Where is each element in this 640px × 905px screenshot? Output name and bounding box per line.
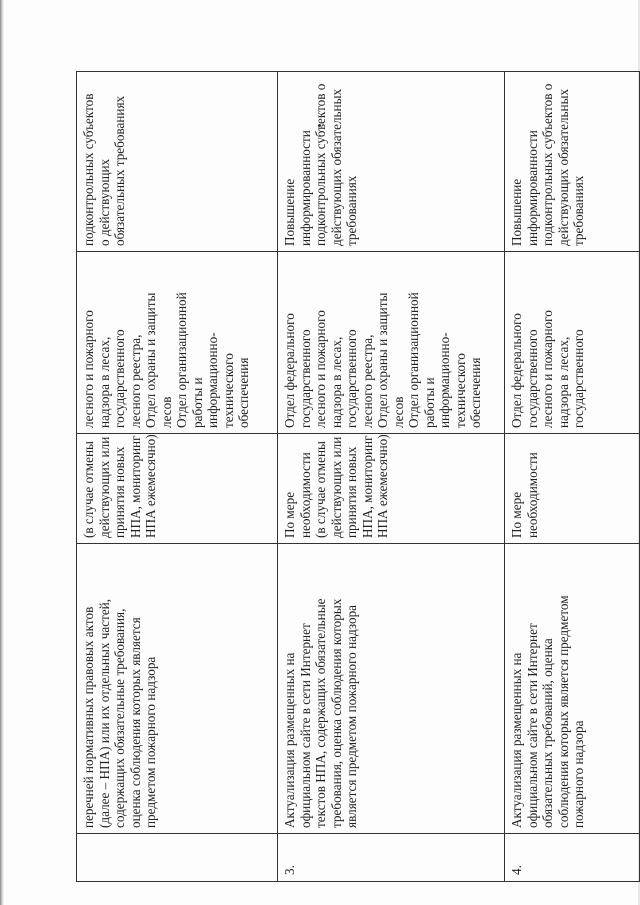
term-text-line: принятия новых — [344, 446, 359, 538]
result-text-line: о действующих — [96, 158, 112, 246]
term-text-line: (в случае отмены — [81, 441, 96, 538]
result-text-line: подконтрольных субъектов о — [540, 83, 555, 246]
responsible-text-line: лесного реестра, — [127, 334, 143, 428]
result-text-line: обязательных требованиях — [112, 95, 127, 246]
responsible-cell — [278, 252, 505, 434]
responsible-text-line: надзора в лесах, — [328, 336, 344, 428]
result-text-line: действующих обязательных — [328, 88, 344, 246]
activity-text-line: (далее – НПА) или их отдельных частей, — [96, 598, 112, 828]
row-number-cell: 4. — [505, 834, 640, 882]
activity-text-line: текстов НПА, содержащих обязательные — [313, 598, 328, 828]
responsible-text-line: обеспечения — [468, 357, 483, 428]
table-row — [505, 72, 640, 882]
term-text-line: НПА, мониторинг — [359, 435, 375, 538]
rotated-table-container — [76, 72, 618, 882]
result-text-line: подконтрольных субъектов о — [313, 83, 328, 246]
result-text-line: подконтрольных субъектов — [81, 93, 96, 246]
activity-text-line: является предметом пожарного надзора — [344, 604, 359, 828]
term-cell — [77, 434, 278, 544]
result-text-line: действующих обязательных — [555, 88, 571, 246]
activity-text-line: оценка соблюдения которых является — [127, 617, 143, 828]
responsible-text-line: Отдел федерального — [509, 313, 524, 428]
activity-text-line: Актуализация размещенных на — [282, 652, 297, 828]
responsible-text-line: технического — [220, 353, 236, 428]
measures-table — [76, 71, 640, 882]
responsible-text-line: лесного и пожарного — [81, 310, 96, 428]
activity-cell — [77, 544, 278, 834]
term-text-line: По мере — [282, 491, 297, 538]
scan-left-edge — [0, 0, 4, 905]
result-text-line: информированности — [297, 130, 313, 246]
activity-text-line: обязательных требований, оценка — [540, 638, 555, 828]
activity-cell — [505, 544, 640, 834]
responsible-text-line: надзора в лесах, — [555, 336, 571, 428]
activity-cell — [278, 544, 505, 834]
result-text-line: Повышение — [282, 178, 297, 246]
responsible-text-line: государственного — [112, 329, 127, 428]
responsible-text-line: государственного — [571, 329, 586, 428]
activity-text-line: предметом пожарного надзора — [143, 656, 158, 828]
responsible-cell — [505, 252, 640, 434]
activity-text-line: Актуализация размещенных на — [509, 652, 524, 828]
result-cell — [77, 72, 278, 252]
result-text-line: требованиях — [344, 175, 359, 246]
responsible-text-line: Отдел охраны и защиты — [375, 292, 390, 428]
term-text-line: НПА ежемесячно) — [143, 434, 158, 538]
result-cell — [505, 72, 640, 252]
table-row — [77, 72, 278, 882]
responsible-text-line: государственного — [524, 329, 540, 428]
result-text-line: требованиях — [571, 175, 586, 246]
measures-table-body — [77, 72, 640, 882]
row-number-cell — [77, 834, 278, 882]
term-text-line: действующих или — [96, 436, 112, 538]
responsible-cell — [77, 252, 278, 434]
activity-text-line: перечней нормативных правовых актов — [81, 606, 96, 828]
result-cell — [278, 72, 505, 252]
responsible-text-line: лесного реестра, — [359, 334, 375, 428]
term-text-line: НПА, мониторинг — [127, 435, 143, 538]
term-text-line: По мере — [509, 491, 524, 538]
responsible-text-line: лесного и пожарного — [540, 310, 555, 428]
activity-text-line: соблюдения которых является предметом — [555, 595, 571, 828]
responsible-text-line: информационно- — [205, 332, 220, 428]
responsible-text-line: лесов — [390, 396, 406, 428]
term-text-line: НПА ежемесячно) — [375, 434, 390, 538]
term-text-line: действующих или — [328, 436, 344, 538]
activity-text-line: официальном сайте в сети Интернет — [524, 623, 540, 828]
term-text-line: необходимости — [524, 452, 540, 538]
term-text-line: (в случае отмены — [313, 441, 328, 538]
responsible-text-line: Отдел организационной — [406, 292, 421, 428]
responsible-text-line: лесов — [158, 396, 174, 428]
responsible-text-line: обеспечения — [236, 357, 251, 428]
result-text-line: информированности — [524, 130, 540, 246]
activity-text-line: официальном сайте в сети Интернет — [297, 623, 313, 828]
row-number-cell: 3. — [278, 834, 505, 882]
responsible-text-line: работы и — [189, 377, 205, 428]
activity-text-line: содержащих обязательные требования, — [112, 608, 127, 828]
activity-text-line: пожарного надзора — [571, 720, 586, 828]
responsible-text-line: государственного — [344, 329, 359, 428]
table-row — [278, 72, 505, 882]
responsible-text-line: лесного и пожарного — [313, 310, 328, 428]
responsible-text-line: технического — [452, 353, 468, 428]
term-text-line: необходимости — [297, 452, 313, 538]
result-text-line: Повышение — [509, 178, 524, 246]
responsible-text-line: надзора в лесах, — [96, 336, 112, 428]
responsible-text-line: информационно- — [437, 332, 452, 428]
responsible-text-line: работы и — [421, 377, 437, 428]
activity-text-line: требования, оценка соблюдения которых — [328, 598, 344, 828]
responsible-text-line: Отдел организационной — [174, 292, 189, 428]
responsible-text-line: Отдел федерального — [282, 313, 297, 428]
responsible-text-line: государственного — [297, 329, 313, 428]
term-cell — [278, 434, 505, 544]
term-text-line: принятия новых — [112, 446, 127, 538]
responsible-text-line: Отдел охраны и защиты — [143, 292, 158, 428]
term-cell — [505, 434, 640, 544]
